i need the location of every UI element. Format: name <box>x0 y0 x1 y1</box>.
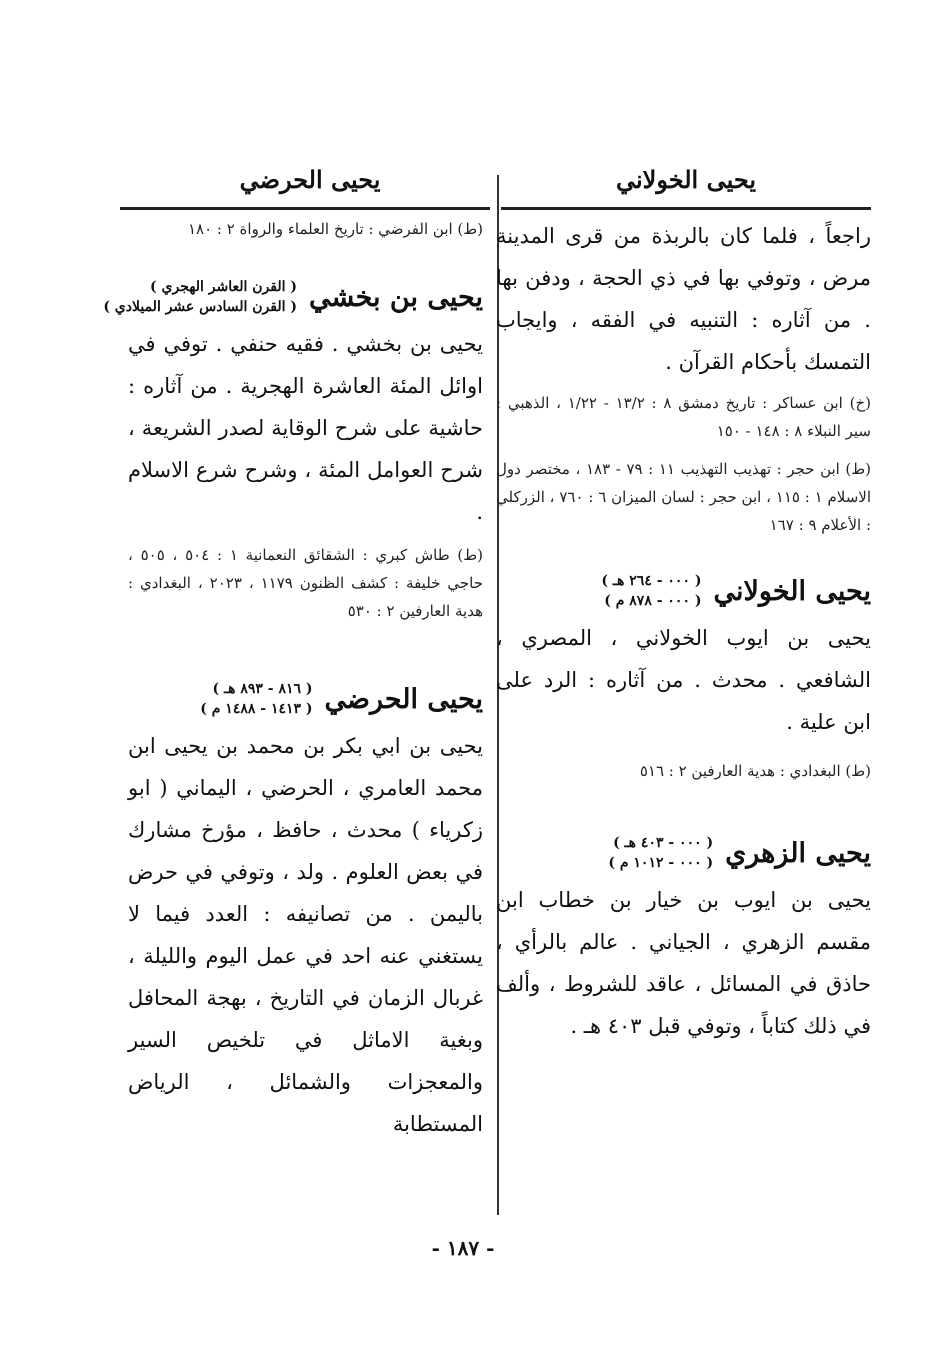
hijri-date: ( ٨١٦ - ٨٩٣ هـ ) <box>212 681 313 697</box>
entry-name: يحيى الحرضي <box>324 683 483 715</box>
reference-note: (ط) ابن الفرضي : تاريخ العلماء والرواة ٢ : ١٨٠ <box>187 220 483 238</box>
entry-biography: يحيى بن ايوب بن خيار بن خطاب ابن مقسم الزهري ، الجياني . عالم بالرأي ، حاذق في المسائل ، عاقد للشروط ، وألف في ذلك كتاباً ، وتوفي قبل ٤٠٣ هـ . <box>496 888 871 1038</box>
hijri-date: ( القرن العاشر الهجري ) <box>150 279 297 295</box>
entry-dates <box>608 833 713 873</box>
entry-name: يحيى بن بخشي <box>309 281 483 313</box>
right-column <box>496 215 871 1047</box>
entry-name: يحيى الزهري <box>725 837 871 869</box>
left-header-rule <box>120 207 490 210</box>
entry-heading <box>496 833 871 873</box>
entry-biography: يحيى بن ابي بكر بن محمد بن يحيى ابن محمد العامري ، الحرضي ، اليماني ( ابو زكرياء ) محدث ، حافظ ، مؤرخ مشارك في بعض العلوم . ولد ، وتوفي في حرض باليمن . من تصانيفه : العدد فيما لا يستغني عنه احد في عمل اليوم والليلة ، غربال الزمان في التاريخ ، بهجة المحافل وبغية الاماثل في تلخيص السير والمعجزات والشمائل ، الرياض المستطابة <box>128 734 483 1136</box>
entry-heading <box>103 277 483 317</box>
continued-paragraph: راجعاً ، فلما كان بالربذة من قرى المدينة مرض ، وتوفي بها في ذي الحجة ، ودفن بها . من آثاره : التنبيه في الفقه ، وايجاب التمسك بأحكام القرآن . <box>496 224 871 374</box>
gregorian-date: ( ٠٠٠ - ١٠١٢ م ) <box>608 855 714 871</box>
entry-biography: يحيى بن بخشي . فقيه حنفي . توفي في اوائل المئة العاشرة الهجرية . من آثاره : حاشية على شرح الوقاية لصدر الشريعة ، شرح العوامل المئة ، وشرح شرع الاسلام . <box>128 332 483 524</box>
left-running-header: يحيى الحرضي <box>239 165 381 194</box>
entry-heading <box>496 571 871 611</box>
entry-dates <box>200 679 312 719</box>
page-number: - ١٨٧ - <box>431 1236 495 1260</box>
entry-heading <box>128 679 483 719</box>
reference-note: (ط) طاش كبري : الشقائق النعمانية ١ : ٥٠٤ ، ٥٠٥ ، حاجي خليفة : كشف الظنون ١١٧٩ ، ٢٠٢٣ ، البغدادي : هدية العارفين ٢ : ٥٣٠ <box>128 546 483 620</box>
gregorian-date: ( ١٤١٣ - ١٤٨٨ م ) <box>200 701 313 717</box>
right-running-header: يحيى الخولاني <box>615 165 756 194</box>
entry-dates <box>103 277 297 317</box>
hijri-date: ( ٠٠٠ - ٢٦٤ هـ ) <box>601 573 702 589</box>
reference-note: (ط) ابن حجر : تهذيب التهذيب ١١ : ٧٩ - ١٨٣ ، مختصر دول الاسلام ١ : ١١٥ ، ابن حجر : لسان الميزان ٦ : ٧٦٠ ، الزركلي : الأعلام ٩ : ١٦٧ <box>496 460 872 534</box>
left-column <box>103 215 483 1145</box>
gregorian-date: ( القرن السادس عشر الميلادي ) <box>103 299 297 315</box>
entry-dates <box>601 571 701 611</box>
right-header-rule <box>501 207 871 210</box>
entry-biography: يحيى بن ايوب الخولاني ، المصري ، الشافعي . محدث . من آثاره : الرد على ابن علية . <box>496 626 871 734</box>
gregorian-date: ( ٠٠٠ - ٨٧٨ م ) <box>604 593 702 609</box>
hijri-date: ( ٠٠٠ - ٤٠٣ هـ ) <box>613 835 714 851</box>
reference-note: (ط) البغدادي : هدية العارفين ٢ : ٥١٦ <box>639 762 871 780</box>
entry-name: يحيى الخولاني <box>713 575 871 607</box>
reference-note: (خ) ابن عساكر : تاريخ دمشق ٨ : ١٣/٢ - ١/٢٢ ، الذهبي : سير النبلاء ٨ : ١٤٨ - ١٥٠ <box>496 394 871 440</box>
